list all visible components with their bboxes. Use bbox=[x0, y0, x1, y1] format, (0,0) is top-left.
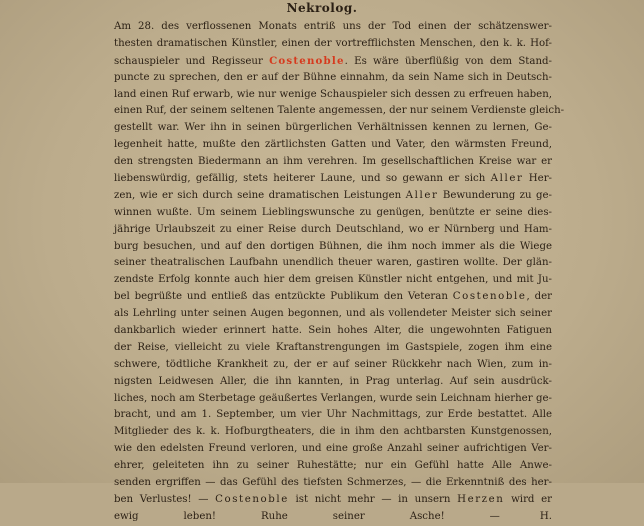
text-line bbox=[114, 239, 552, 256]
text-line bbox=[114, 171, 552, 188]
text-segment: wird er bbox=[504, 493, 553, 505]
text-segment: einen Ruf, der seinem seltenen Talente angemessen, der nur seinem Verdienste gleich- bbox=[114, 105, 565, 117]
text-segment: Herzen bbox=[457, 493, 505, 505]
text-line bbox=[114, 475, 552, 492]
text-line bbox=[114, 492, 552, 509]
text-line bbox=[114, 272, 552, 289]
text-segment: ben Verlustes! — bbox=[114, 493, 216, 505]
text-segment: zendste Erfolg konnte auch hier dem greisen Künstler nicht entgehen, und mit Ju- bbox=[114, 274, 552, 286]
text-segment: ehrer, geleiteten ihn zu seiner Ruhestätte; nur ein Gefühl hatte Alle Anwe- bbox=[114, 460, 552, 472]
text-segment: Bewunderung zu ge- bbox=[438, 189, 552, 201]
text-line bbox=[114, 357, 552, 374]
text-segment: nigsten Leidwesen Aller, die ihn kannten, in Prag unterlag. Auf sein ausdrück- bbox=[114, 375, 552, 387]
text-segment: . Es wäre überflüßig von dem Stand- bbox=[344, 55, 553, 67]
text-line bbox=[114, 323, 552, 340]
text-line bbox=[114, 137, 552, 154]
text-line bbox=[114, 289, 552, 306]
text-segment: als Lehrling unter seinen Augen begonnen, und als vollendeter Meister sich seiner bbox=[114, 308, 552, 320]
text-segment: Her- bbox=[523, 173, 553, 185]
text-line bbox=[114, 87, 552, 104]
text-line bbox=[114, 70, 552, 87]
text-segment: winnen wußte. Um seinem Lieblingswunsche zu genügen, benützte er seine dies- bbox=[114, 206, 552, 218]
text-segment: seiner theatralischen Laufbahn unendlich theuer waren, gastiren wollte. Der glän- bbox=[114, 257, 552, 269]
text-line bbox=[114, 458, 552, 475]
text-segment: den strengsten Biedermann an ihm verehren. Im gesellschaftlichen Kreise war er bbox=[114, 156, 552, 168]
article-body bbox=[114, 19, 565, 526]
text-segment: dankbarlich wieder erinnert hatte. Sein hohes Alter, die ungewohnten Fatiguen bbox=[114, 325, 552, 337]
text-line bbox=[114, 205, 552, 222]
text-segment: liches, noch am Sterbetage geäußertes Verlangen, wurde sein Leichnam hierher ge- bbox=[114, 392, 552, 404]
text-segment: bracht, und am 1. September, um vier Uhr Nachmittags, zur Erde bestattet. Alle bbox=[114, 409, 552, 421]
text-segment: bel begrüßte und entließ das entzückte Publikum den Veteran bbox=[114, 291, 453, 303]
text-segment: land einen Ruf erwarb, wie nur wenige Schauspieler sich dessen zu erfreuen haben, bbox=[114, 88, 552, 100]
text-line bbox=[114, 36, 552, 53]
text-segment: burg besuchen, und auf den dortigen Bühnen, die ihm noch immer als die Wiege bbox=[114, 240, 552, 252]
text-segment: der Reise, vielleicht zu viele Kraftanstrengungen im Gastspiele, zogen ihm eine bbox=[114, 341, 552, 353]
text-line bbox=[114, 424, 552, 441]
text-line bbox=[114, 374, 552, 391]
text-line bbox=[114, 441, 552, 458]
text-line bbox=[114, 255, 552, 272]
text-segment: legenheit hatte, mußte den zärtlichsten Gatten und Vater, den wärmsten Freund, bbox=[114, 139, 552, 151]
text-segment: thesten dramatischen Künstler, einen der vortrefflichsten Menschen, den k. k. Hof- bbox=[114, 37, 552, 49]
text-segment: Am 28. des verflossenen Monats entriß uns der Tod einen der schätzenswer- bbox=[114, 21, 552, 32]
text-segment: schauspieler und Regisseur bbox=[114, 55, 270, 67]
author-initials: H. bbox=[539, 510, 552, 522]
text-segment: gestellt war. Wer ihn in seinen bürgerlichen Verhältnissen kennen zu lernen, Ge- bbox=[114, 122, 552, 134]
text-line bbox=[114, 120, 552, 137]
text-segment: , der bbox=[526, 291, 552, 303]
text-line bbox=[114, 391, 552, 408]
article-title: Nekrolog. bbox=[286, 1, 358, 15]
text-line bbox=[114, 53, 552, 70]
text-line bbox=[114, 222, 552, 239]
text-segment: liebenswürdig, gefällig, stets heiterer Laune, und so gewann er sich bbox=[114, 173, 491, 185]
text-segment: zen, wie er sich durch seine dramatischen Leistungen bbox=[114, 189, 406, 201]
text-line bbox=[114, 306, 552, 323]
text-line bbox=[114, 407, 552, 424]
text-segment: Mitglieder des k. k. Hofburgtheaters, die in ihm den achtbarsten Kunstgenossen, bbox=[114, 426, 552, 438]
text-segment: puncte zu sprechen, den er auf der Bühne einnahm, da sein Name sich in Deutsch- bbox=[114, 71, 552, 83]
text-segment: ewig leben! Ruhe seiner Asche! — bbox=[114, 510, 500, 522]
text-line bbox=[114, 154, 552, 171]
text-segment: schwere, tödtliche Krankheit zu, der er auf seiner Rückkehr nach Wien, zum in- bbox=[114, 358, 552, 370]
text-line bbox=[114, 103, 565, 120]
text-line bbox=[114, 188, 552, 205]
text-line bbox=[114, 19, 552, 36]
text-segment: wie den edelsten Freund verloren, und eine große Anzahl seiner aufrichtigen Ver- bbox=[114, 443, 552, 455]
text-segment: Aller bbox=[405, 189, 439, 201]
text-segment: Costenoble bbox=[452, 291, 527, 303]
text-segment: ist nicht mehr — in unsern bbox=[288, 493, 458, 505]
text-segment: senden ergriffen — das Gefühl des tiefsten Schmerzes, — die Erkenntniß des her- bbox=[114, 477, 552, 489]
text-line bbox=[114, 509, 552, 526]
highlighted-name: Costenoble bbox=[269, 54, 345, 67]
text-segment: Aller bbox=[490, 173, 524, 185]
text-segment: jährige Urlaubszeit zu einer Reise durch Deutschland, wo er Nürnberg und Ham- bbox=[114, 223, 552, 235]
text-segment: Costenoble bbox=[215, 493, 289, 505]
text-line bbox=[114, 340, 552, 357]
